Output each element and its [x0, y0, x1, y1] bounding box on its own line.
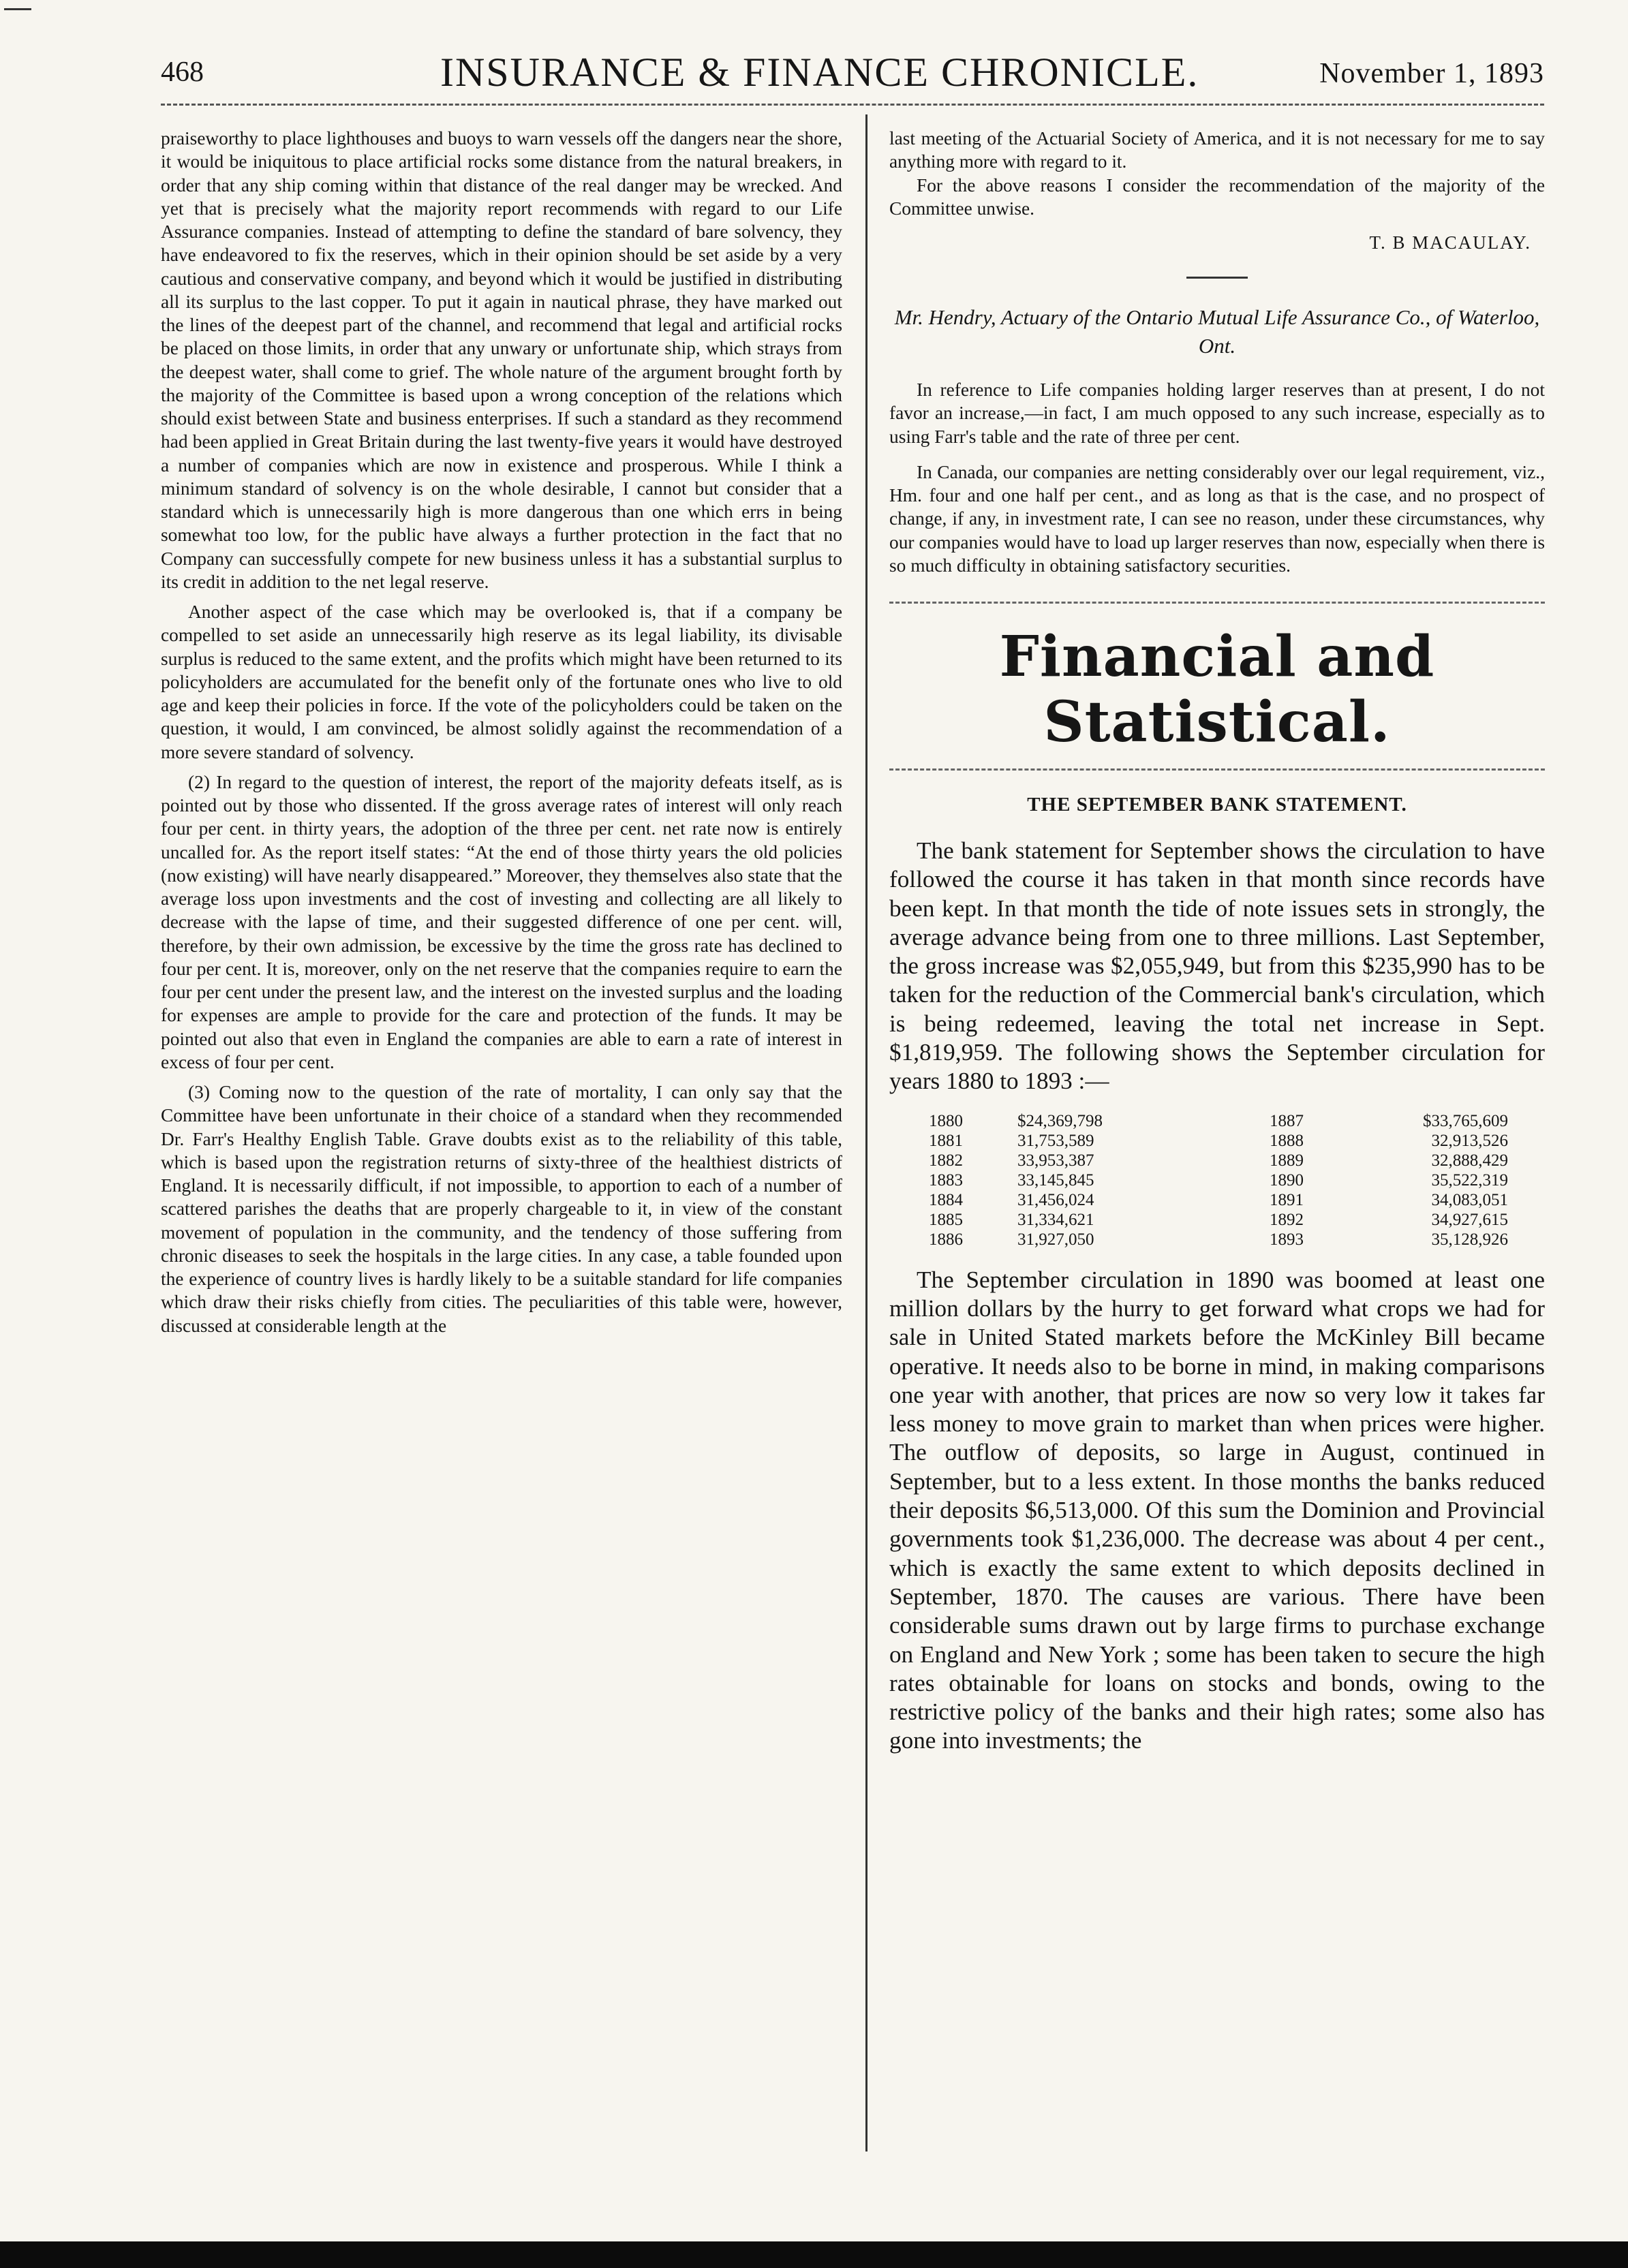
section-title: Financial and Statistical. — [999, 624, 1435, 755]
year-cell: 1892 — [1270, 1210, 1304, 1229]
article-intro: The bank statement for September shows the circulation to have followed the course it has taken in that month since records have been kept. In that month the tide of note issues sets in strongly, the average advance being from one to three millions. Last September, the gross increase was $2,055,949, but from this $235,990 has to be taken for the reduction of the Commercial bank's circulation, which is being redeemed, leaving the total net increase in Sept. $1,819,959. The following shows the September circulation for years 1880 to 1893 :— — [889, 837, 1545, 1095]
paragraph: In reference to Life companies holding larger reserves than at present, I do not favor an increase,—in fact, I am much opposed to any such increase, especially as to using Farr's table and the rate of three per cent. — [889, 379, 1545, 447]
year-cell: 1886 — [929, 1230, 963, 1249]
year-cell: 1883 — [929, 1170, 963, 1190]
value-cell: 34,927,615 — [1431, 1210, 1508, 1229]
article-title: THE SEPTEMBER BANK STATEMENT. — [1027, 794, 1407, 815]
value-cell: 31,753,589 — [1017, 1131, 1094, 1150]
year-cell: 1884 — [929, 1190, 963, 1209]
table-row — [929, 1131, 1508, 1151]
page-header — [161, 49, 1544, 104]
section-rule — [889, 602, 1545, 604]
year-cell: 1881 — [929, 1131, 963, 1150]
paragraph: (2) In regard to the question of interest, the report of the majority defeats itself, as is pointed out by those who dissented. If the gross average rates of interest will only reach four per cent. in thirty years, the adoption of the three per cent. net rate now is entirely uncalled for. As the report itself states: “At the end of those thirty years the old policies (now existing) will have nearly disappeared.” Moreover, they themselves also state that the average loss upon investments and the cost of investing and collecting are all likely to decrease with the lapse of time, and their suggested difference of one per cent. will, therefore, by their own admission, be excessive by the time the gross rate has declined to four per cent. It is, moreover, only on the net reserve that the companies require to earn the four per cent under the present law, and the interest on the invested surplus and the loading for expenses are ample to provide for the care and protection of the funds. It may be pointed out also that even in England the companies are able to earn a rate of interest in excess of four per cent. — [161, 771, 842, 1072]
value-cell: 32,913,526 — [1431, 1131, 1508, 1150]
value-cell: 32,888,429 — [1431, 1151, 1508, 1170]
left-column — [161, 127, 842, 1337]
year-cell: 1880 — [929, 1111, 963, 1130]
year-cell: 1888 — [1270, 1131, 1304, 1150]
paragraph: praiseworthy to place lighthouses and buoys to warn vessels off the dangers near the shore, it would be iniquitous to place artificial rocks some distance from the natural breakers, in order that any ship coming within that distance of the real danger may be wrecked. And yet that is precisely what the majority report recommends with regard to our Life Assurance companies. Instead of attempting to define the standard of bare solvency, they have endeavored to fix the reserves, which in their opinion should be set aside by a very cautious and conservative company, and beyond which it would be justified in distributing all its surplus to the last copper. To put it again in nautical phrase, they have marked out the lines of the deepest part of the channel, and recommend that legal and artificial rocks be placed on those limits, in order that any unwary or unfortunate ship, which strays from the deepest water, shall come to grief. The whole nature of the argument brought forth by the majority of the Committee is based upon a wrong conception of the relations which should exist between State and business enterprises. If such a standard as they recommend had been applied in Great Britain during the last twenty-five years it would have destroyed a number of companies which are now in existence and prosperous. While I think a minimum standard of solvency is on the whole desirable, I cannot but consider that a standard which is unnecessarily high is more dangerous than one which errs in being somewhat too low, for the public have always a further protection in the fact that no Company can successfully compete for new business unless it has a substantial surplus to its credit in addition to the net legal reserve. — [161, 128, 842, 592]
paragraph: last meeting of the Actuarial Society of America, and it is not necessary for me to say anything more with regard to it. — [889, 128, 1545, 172]
short-rule — [1186, 277, 1248, 279]
circulation-table — [929, 1111, 1508, 1249]
journal-title: INSURANCE & FINANCE CHRONICLE. — [440, 50, 1199, 95]
hendry-letter — [889, 378, 1545, 577]
value-cell: 31,456,024 — [1017, 1190, 1094, 1209]
year-cell: 1893 — [1270, 1230, 1304, 1249]
article-body: The September circulation in 1890 was boomed at least one million dollars by the hurry to get forward what crops we had for sale in United Stated markets before the McKinley Bill became operative. It needs also to be borne in mind, in making comparisons one year with another, that prices are now so very low it takes far less money to move grain to market than when prices were higher. The outflow of deposits, so large in August, continued in September, but to a less extent. In those months the banks reduced their deposits $6,513,000. Of this sum the Dominion and Provincial governments took $1,236,000. The decrease was about 4 per cent., which is exactly the same extent to which deposits declined in September, 1870. The causes are various. There have been considerable sums drawn out by large firms to purchase exchange on England and New York ; some has been taken to secure the high rates obtainable for loans on stocks and bonds, owing to the restrictive policy of the banks and their high rates; some also has gone into investments; the — [889, 1266, 1545, 1754]
year-cell: 1887 — [1270, 1111, 1304, 1130]
edge-mark — [4, 8, 31, 10]
section-rule-lower — [889, 768, 1545, 771]
macaulay-letter-end — [889, 127, 1545, 253]
table-row — [929, 1151, 1508, 1170]
value-cell: 31,927,050 — [1017, 1230, 1094, 1249]
issue-date: November 1, 1893 — [1319, 58, 1544, 89]
year-cell: 1891 — [1270, 1190, 1304, 1209]
signature: T. B MACAULAY. — [1369, 232, 1531, 253]
year-cell: 1890 — [1270, 1170, 1304, 1190]
year-cell: 1889 — [1270, 1151, 1304, 1170]
column-divider — [865, 114, 867, 2152]
page-number: 468 — [161, 57, 204, 88]
value-cell: $33,765,609 — [1423, 1111, 1508, 1130]
value-cell: 35,128,926 — [1431, 1230, 1508, 1249]
value-cell: 31,334,621 — [1017, 1210, 1094, 1229]
article — [889, 837, 1545, 1756]
table-row — [929, 1190, 1508, 1210]
value-cell: 33,145,845 — [1017, 1170, 1094, 1190]
year-cell: 1882 — [929, 1151, 963, 1170]
paragraph: In Canada, our companies are netting considerably over our legal requirement, viz., Hm. four and one half per cent., and as long as that is the case, and no prospect of change, if any, in investment rate, I can see no reason, under these circumstances, why our companies would have to load up larger reserves than now, especially when there is so much difficulty in obtaining satisfactory securities. — [889, 461, 1545, 576]
value-cell: 35,522,319 — [1431, 1170, 1508, 1190]
paragraph: Another aspect of the case which may be overlooked is, that if a company be compelled to set aside an unnecessarily high reserve as its legal liability, its divisable surplus is reduced to the same extent, and the profits which might have been returned to its policyholders are accumulated for the benefit only of the fortunate ones who live to old age and keep their policies in force. If the vote of the policyholders could be taken on the question, it would, I am convinced, be almost solidly against the recommendation of a more severe standard of solvency. — [161, 602, 842, 762]
value-cell: $24,369,798 — [1017, 1111, 1103, 1130]
value-cell: 34,083,051 — [1431, 1190, 1508, 1209]
header-rule — [161, 104, 1544, 106]
scan-bottom-bar — [0, 2241, 1628, 2268]
right-column — [889, 127, 1545, 1756]
table-row — [929, 1210, 1508, 1230]
paragraph: For the above reasons I consider the recommendation of the majority of the Committee unwise. — [889, 174, 1545, 219]
year-cell: 1885 — [929, 1210, 963, 1229]
table-row — [929, 1170, 1508, 1190]
value-cell: 33,953,387 — [1017, 1151, 1094, 1170]
paragraph: (3) Coming now to the question of the rate of mortality, I can only say that the Committee have been unfortunate in their choice of a standard when they recommended Dr. Farr's Healthy English Table. Grave doubts exist as to the reliability of this table, which is based upon the registration returns of sixty-three of the healthiest districts of England. It is necessarily difficult, if not impossible, to apportion to each of a number of scattered parishes the deaths that are properly chargeable to it, in view of the constant movement of population in the community, and the tendency of those suffering from chronic diseases to seek the hospitals in the large cities. In any case, a table founded upon the experience of country lives is hardly likely to be a suitable standard for life companies which draw their risks chiefly from cities. The peculiarities of this table were, however, discussed at considerable length at the — [161, 1082, 842, 1336]
table-row — [929, 1230, 1508, 1249]
table-row — [929, 1111, 1508, 1131]
byline: Mr. Hendry, Actuary of the Ontario Mutual Life Assurance Co., of Waterloo, Ont. — [894, 305, 1540, 358]
